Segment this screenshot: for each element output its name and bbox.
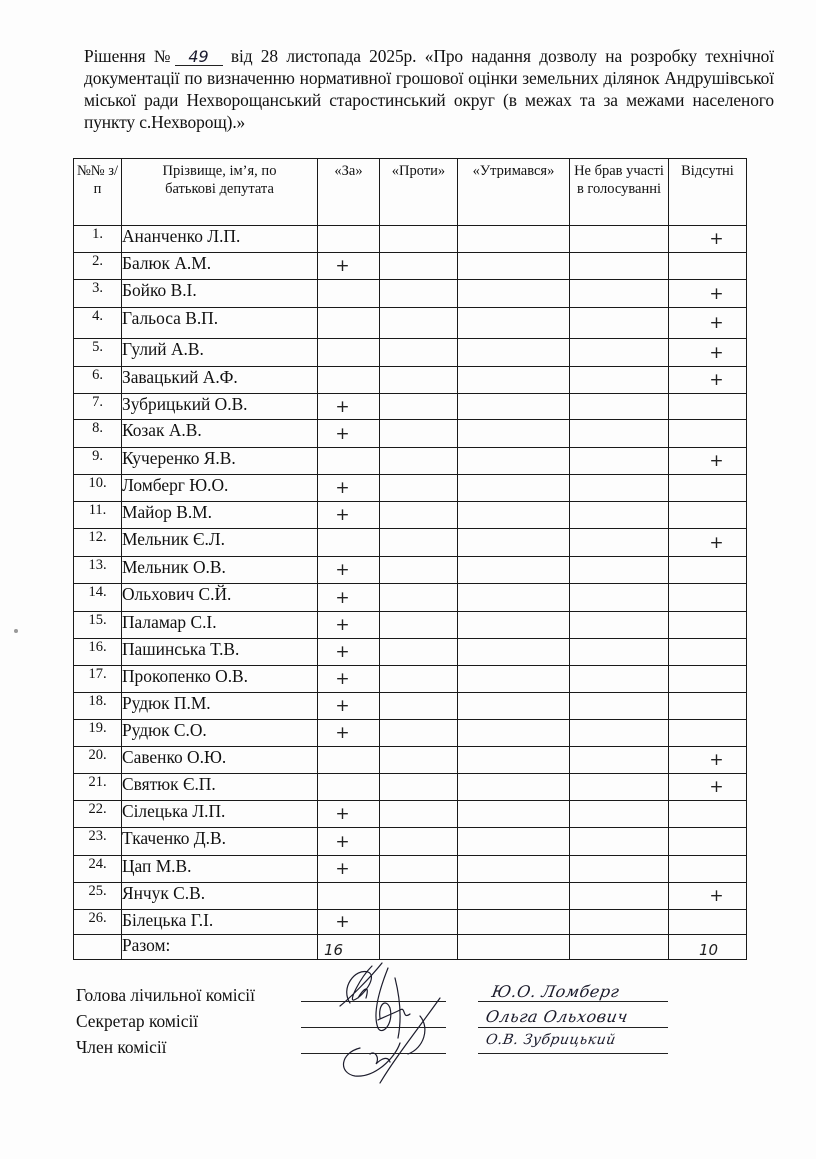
vote-cell-utrymavsia <box>458 774 570 801</box>
deputy-name: Ломберг Ю.О. <box>122 475 318 502</box>
table-row <box>74 557 747 584</box>
deputy-name: Ольхович С.Й. <box>122 584 318 612</box>
vote-cell-utrymavsia <box>458 828 570 856</box>
table-row <box>74 828 747 856</box>
vote-cell-utrymavsia <box>458 308 570 339</box>
vote-cell-vidsutni <box>669 720 747 747</box>
vote-cell-vidsutni <box>669 339 747 367</box>
vote-cell-ne-brav <box>570 557 669 584</box>
vote-mark: + <box>335 615 350 635</box>
voting-table <box>73 158 747 960</box>
role-member: Член комісії <box>76 1037 167 1057</box>
vote-mark: + <box>335 396 350 417</box>
vote-cell-vidsutni <box>669 612 747 639</box>
vote-cell-ne-brav <box>570 226 669 253</box>
vote-mark: + <box>709 532 724 553</box>
table-row <box>74 280 747 308</box>
vote-cell-za <box>318 394 380 420</box>
vote-cell-za <box>318 308 380 339</box>
table-row <box>74 529 747 557</box>
table-row <box>74 226 747 253</box>
vote-cell-ne-brav <box>570 693 669 720</box>
row-number: 5. <box>74 339 122 367</box>
vote-cell-vidsutni <box>669 367 747 394</box>
vote-cell-vidsutni <box>669 394 747 420</box>
vote-cell-utrymavsia <box>458 801 570 828</box>
vote-cell-vidsutni <box>669 801 747 828</box>
vote-cell-utrymavsia <box>458 226 570 253</box>
vote-cell-utrymavsia <box>458 720 570 747</box>
vote-cell-ne-brav <box>570 339 669 367</box>
table-row <box>74 856 747 883</box>
vote-cell-proty <box>380 253 458 280</box>
vote-mark: + <box>709 313 724 333</box>
total-vidsutni: 10 <box>669 935 747 960</box>
vote-cell-ne-brav <box>570 448 669 475</box>
deputy-name: Завацький А.Ф. <box>122 367 318 394</box>
vote-cell-proty <box>380 475 458 502</box>
vote-cell-proty <box>380 448 458 475</box>
vote-cell-vidsutni <box>669 308 747 339</box>
deputy-name: Савенко О.Ю. <box>122 747 318 774</box>
row-number: 2. <box>74 253 122 280</box>
vote-cell-utrymavsia <box>458 747 570 774</box>
vote-mark: + <box>709 750 724 770</box>
vote-mark: + <box>335 723 350 743</box>
vote-mark: + <box>709 283 724 304</box>
table-row <box>74 584 747 612</box>
vote-mark: + <box>709 886 724 906</box>
header-ne-brav: Не брав участі в голосуванні <box>570 159 669 226</box>
total-empty-cell <box>74 935 122 960</box>
vote-cell-za <box>318 584 380 612</box>
table-header-row <box>74 159 747 226</box>
vote-cell-ne-brav <box>570 612 669 639</box>
vote-cell-za <box>318 883 380 910</box>
table-row <box>74 639 747 666</box>
deputy-name: Цап М.В. <box>122 856 318 883</box>
vote-cell-utrymavsia <box>458 448 570 475</box>
handwritten-name-chair: Ю.О. Ломберг <box>490 982 621 1001</box>
signature-member <box>344 998 440 1083</box>
decision-title: «Про надання дозволу на розробку технічної документації по визначенню нормативної грошової оцінки земельних ділянок Андрушівської міської ради Нехворощанський старостинський округ (в межах та за межами населеного пункту с.Нехворощ).» <box>84 46 774 132</box>
vote-cell-proty <box>380 639 458 666</box>
vote-cell-proty <box>380 280 458 308</box>
vote-cell-utrymavsia <box>458 666 570 693</box>
table-row <box>74 502 747 529</box>
vote-cell-proty <box>380 910 458 935</box>
vote-cell-za <box>318 856 380 883</box>
deputy-name: Зубрицький О.В. <box>122 394 318 420</box>
table-row <box>74 910 747 935</box>
table-row <box>74 308 747 339</box>
signature-chair <box>340 963 382 1006</box>
vote-cell-za <box>318 720 380 747</box>
vote-cell-utrymavsia <box>458 367 570 394</box>
deputy-name: Балюк А.М. <box>122 253 318 280</box>
vote-cell-ne-brav <box>570 280 669 308</box>
vote-mark: + <box>335 912 350 932</box>
deputy-name: Паламар С.І. <box>122 612 318 639</box>
total-za: 16 <box>318 935 380 960</box>
name-line-member <box>478 1053 668 1054</box>
vote-cell-ne-brav <box>570 774 669 801</box>
signature-secretary <box>376 968 410 1038</box>
vote-cell-za <box>318 774 380 801</box>
vote-mark: + <box>335 669 350 689</box>
vote-cell-za <box>318 475 380 502</box>
vote-cell-za <box>318 557 380 584</box>
vote-cell-ne-brav <box>570 253 669 280</box>
row-number: 6. <box>74 367 122 394</box>
row-number: 22. <box>74 801 122 828</box>
vote-cell-vidsutni <box>669 666 747 693</box>
vote-cell-ne-brav <box>570 720 669 747</box>
table-row <box>74 612 747 639</box>
total-label: Разом: <box>122 935 318 960</box>
vote-cell-proty <box>380 339 458 367</box>
vote-cell-utrymavsia <box>458 612 570 639</box>
table-row <box>74 720 747 747</box>
vote-cell-vidsutni <box>669 448 747 475</box>
vote-cell-utrymavsia <box>458 253 570 280</box>
vote-cell-proty <box>380 856 458 883</box>
vote-cell-proty <box>380 584 458 612</box>
row-number: 16. <box>74 639 122 666</box>
table-row <box>74 448 747 475</box>
table-row <box>74 367 747 394</box>
vote-cell-proty <box>380 394 458 420</box>
vote-cell-ne-brav <box>570 394 669 420</box>
vote-cell-proty <box>380 226 458 253</box>
table-row <box>74 339 747 367</box>
deputy-name: Кучеренко Я.В. <box>122 448 318 475</box>
vote-mark: + <box>709 777 724 797</box>
vote-cell-proty <box>380 367 458 394</box>
deputy-name: Гулий А.В. <box>122 339 318 367</box>
header-proty: «Проти» <box>380 159 458 226</box>
vote-cell-utrymavsia <box>458 639 570 666</box>
vote-cell-proty <box>380 666 458 693</box>
deputy-name: Бойко В.І. <box>122 280 318 308</box>
deputy-name: Гальоса В.П. <box>122 308 318 339</box>
vote-cell-za <box>318 666 380 693</box>
vote-mark: + <box>335 804 350 824</box>
vote-cell-vidsutni <box>669 774 747 801</box>
table-row <box>74 801 747 828</box>
vote-cell-za <box>318 828 380 856</box>
header-num: №№ з/п <box>74 159 122 226</box>
vote-cell-za <box>318 226 380 253</box>
vote-cell-proty <box>380 883 458 910</box>
vote-mark: + <box>335 256 350 276</box>
vote-cell-vidsutni <box>669 420 747 448</box>
vote-cell-proty <box>380 747 458 774</box>
vote-cell-utrymavsia <box>458 475 570 502</box>
vote-cell-vidsutni <box>669 910 747 935</box>
deputy-name: Рудюк П.М. <box>122 693 318 720</box>
vote-cell-vidsutni <box>669 584 747 612</box>
vote-cell-utrymavsia <box>458 529 570 557</box>
vote-cell-utrymavsia <box>458 693 570 720</box>
table-row <box>74 666 747 693</box>
table-row <box>74 475 747 502</box>
vote-cell-proty <box>380 801 458 828</box>
decision-heading <box>84 45 774 133</box>
vote-mark: + <box>335 831 350 852</box>
vote-cell-vidsutni <box>669 883 747 910</box>
vote-cell-proty <box>380 612 458 639</box>
vote-cell-za <box>318 747 380 774</box>
deputy-name: Рудюк С.О. <box>122 720 318 747</box>
table-row <box>74 883 747 910</box>
row-number: 17. <box>74 666 122 693</box>
name-line-secretary <box>478 1027 668 1028</box>
table-row <box>74 394 747 420</box>
row-number: 18. <box>74 693 122 720</box>
row-number: 25. <box>74 883 122 910</box>
deputy-name: Білецька Г.І. <box>122 910 318 935</box>
table-row <box>74 693 747 720</box>
vote-mark: + <box>335 560 350 580</box>
table-row <box>74 747 747 774</box>
vote-cell-proty <box>380 420 458 448</box>
vote-cell-proty <box>380 557 458 584</box>
vote-cell-vidsutni <box>669 280 747 308</box>
vote-mark: + <box>709 451 724 471</box>
vote-cell-utrymavsia <box>458 883 570 910</box>
vote-cell-za <box>318 280 380 308</box>
row-number: 20. <box>74 747 122 774</box>
vote-cell-utrymavsia <box>458 339 570 367</box>
vote-cell-vidsutni <box>669 253 747 280</box>
vote-cell-utrymavsia <box>458 910 570 935</box>
vote-cell-vidsutni <box>669 693 747 720</box>
header-vidsutni: Відсутні <box>669 159 747 226</box>
role-chair: Голова лічильної комісії <box>76 985 255 1005</box>
vote-cell-za <box>318 910 380 935</box>
row-number: 3. <box>74 280 122 308</box>
header-name: Прізвище, ім’я, по батькові депутата <box>122 159 318 226</box>
vote-cell-ne-brav <box>570 529 669 557</box>
vote-cell-vidsutni <box>669 639 747 666</box>
row-number: 8. <box>74 420 122 448</box>
vote-mark: + <box>335 859 350 879</box>
vote-cell-vidsutni <box>669 828 747 856</box>
vote-cell-vidsutni <box>669 226 747 253</box>
vote-mark: + <box>335 478 350 498</box>
row-number: 26. <box>74 910 122 935</box>
vote-cell-utrymavsia <box>458 557 570 584</box>
vote-cell-vidsutni <box>669 557 747 584</box>
vote-cell-ne-brav <box>570 856 669 883</box>
vote-cell-za <box>318 529 380 557</box>
deputy-name: Прокопенко О.В. <box>122 666 318 693</box>
handwritten-signatures <box>320 958 480 1088</box>
row-number: 7. <box>74 394 122 420</box>
vote-mark: + <box>709 229 724 249</box>
vote-cell-proty <box>380 502 458 529</box>
deputy-name: Сілецька Л.П. <box>122 801 318 828</box>
header-utrymavsia: «Утримався» <box>458 159 570 226</box>
name-line-chair <box>478 1001 668 1002</box>
row-number: 13. <box>74 557 122 584</box>
total-proty <box>380 935 458 960</box>
row-number: 24. <box>74 856 122 883</box>
vote-cell-za <box>318 639 380 666</box>
deputy-name: Янчук С.В. <box>122 883 318 910</box>
vote-cell-proty <box>380 308 458 339</box>
total-row <box>74 935 747 960</box>
vote-cell-vidsutni <box>669 502 747 529</box>
vote-cell-za <box>318 448 380 475</box>
vote-cell-ne-brav <box>570 639 669 666</box>
vote-mark: + <box>335 505 350 525</box>
total-ne-brav <box>570 935 669 960</box>
deputy-name: Ткаченко Д.В. <box>122 828 318 856</box>
table-row <box>74 253 747 280</box>
vote-cell-ne-brav <box>570 502 669 529</box>
vote-cell-utrymavsia <box>458 280 570 308</box>
vote-cell-ne-brav <box>570 367 669 394</box>
vote-cell-utrymavsia <box>458 502 570 529</box>
vote-cell-za <box>318 367 380 394</box>
signature-block <box>76 982 255 1060</box>
deputy-name: Мельник Є.Л. <box>122 529 318 557</box>
vote-mark: + <box>709 370 724 390</box>
vote-cell-ne-brav <box>570 420 669 448</box>
vote-cell-ne-brav <box>570 883 669 910</box>
row-number: 15. <box>74 612 122 639</box>
vote-cell-za <box>318 693 380 720</box>
vote-cell-za <box>318 612 380 639</box>
vote-cell-za <box>318 339 380 367</box>
vote-cell-vidsutni <box>669 475 747 502</box>
handwritten-name-secretary: Ольга Ольхович <box>484 1007 630 1026</box>
vote-cell-vidsutni <box>669 747 747 774</box>
vote-cell-proty <box>380 828 458 856</box>
vote-cell-za <box>318 420 380 448</box>
row-number: 4. <box>74 308 122 339</box>
deputy-name: Святюк Є.П. <box>122 774 318 801</box>
vote-cell-ne-brav <box>570 801 669 828</box>
row-number: 12. <box>74 529 122 557</box>
vote-cell-utrymavsia <box>458 856 570 883</box>
row-number: 9. <box>74 448 122 475</box>
scan-speck <box>14 629 18 633</box>
vote-cell-za <box>318 253 380 280</box>
vote-cell-utrymavsia <box>458 394 570 420</box>
vote-cell-za <box>318 801 380 828</box>
vote-cell-utrymavsia <box>458 420 570 448</box>
vote-mark: + <box>335 696 350 716</box>
role-secretary: Секретар комісії <box>76 1011 199 1031</box>
total-utrymavsia <box>458 935 570 960</box>
vote-cell-ne-brav <box>570 910 669 935</box>
vote-cell-proty <box>380 693 458 720</box>
deputy-name: Мельник О.В. <box>122 557 318 584</box>
vote-cell-ne-brav <box>570 584 669 612</box>
vote-cell-ne-brav <box>570 666 669 693</box>
row-number: 1. <box>74 226 122 253</box>
vote-cell-vidsutni <box>669 856 747 883</box>
row-number: 23. <box>74 828 122 856</box>
vote-cell-proty <box>380 774 458 801</box>
vote-cell-proty <box>380 529 458 557</box>
vote-cell-vidsutni <box>669 529 747 557</box>
table-row <box>74 774 747 801</box>
vote-mark: + <box>709 342 724 363</box>
vote-mark: + <box>335 587 350 608</box>
row-number: 19. <box>74 720 122 747</box>
vote-cell-ne-brav <box>570 308 669 339</box>
vote-mark: + <box>335 423 350 444</box>
header-za: «За» <box>318 159 380 226</box>
handwritten-name-member: О.В. Зубрицький <box>484 1032 618 1048</box>
vote-cell-proty <box>380 720 458 747</box>
row-number: 10. <box>74 475 122 502</box>
row-number: 14. <box>74 584 122 612</box>
row-number: 11. <box>74 502 122 529</box>
deputy-name: Майор В.М. <box>122 502 318 529</box>
row-number: 21. <box>74 774 122 801</box>
vote-mark: + <box>335 642 350 662</box>
vote-cell-utrymavsia <box>458 584 570 612</box>
vote-cell-ne-brav <box>570 828 669 856</box>
decision-date: від 28 листопада 2025р. <box>230 46 417 66</box>
vote-cell-ne-brav <box>570 747 669 774</box>
vote-cell-ne-brav <box>570 475 669 502</box>
deputy-name: Козак А.В. <box>122 420 318 448</box>
decision-number: 49 <box>175 48 223 66</box>
deputy-name: Пашинська Т.В. <box>122 639 318 666</box>
deputy-name: Ананченко Л.П. <box>122 226 318 253</box>
vote-cell-za <box>318 502 380 529</box>
decision-prefix: Рішення № <box>84 46 175 66</box>
table-row <box>74 420 747 448</box>
